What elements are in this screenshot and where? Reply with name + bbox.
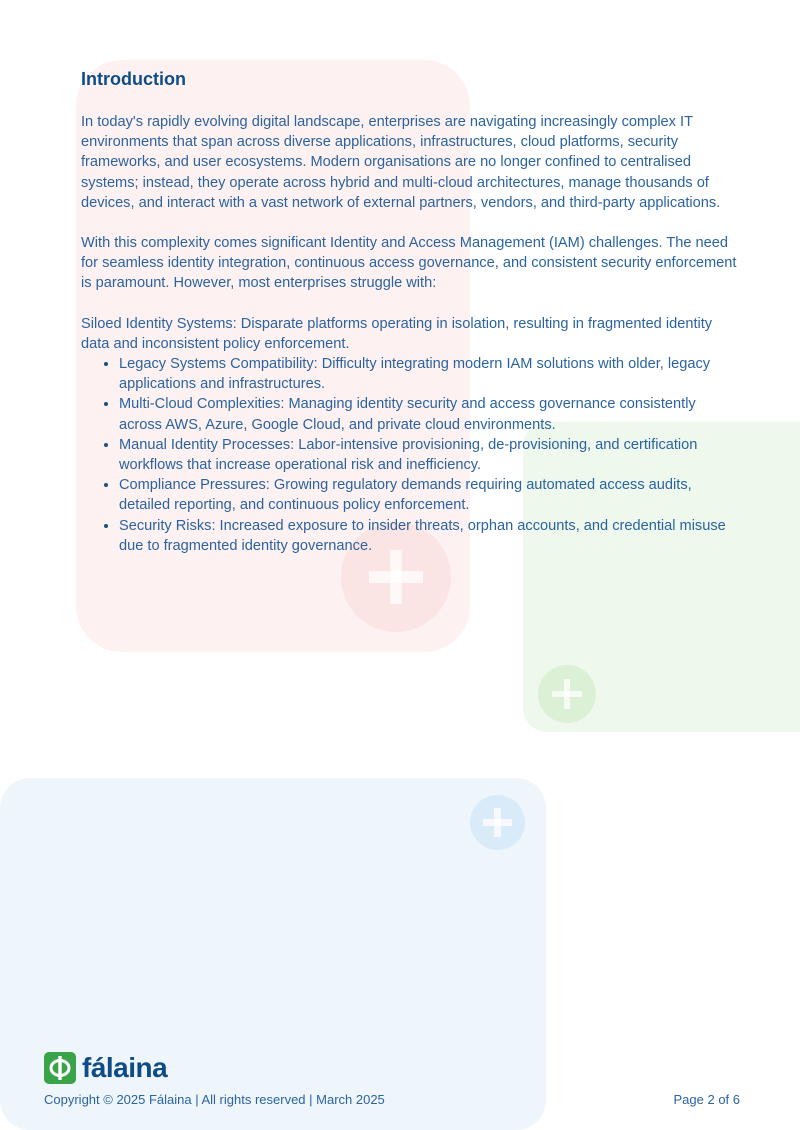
challenges-list <box>81 354 741 556</box>
page-number: Page 2 of 6 <box>673 1092 740 1107</box>
section-heading: Introduction <box>81 69 186 89</box>
falaina-logo <box>44 1052 167 1084</box>
challenges-paragraph: With this complexity comes significant Identity and Access Management (IAM) challenges. The need for seamless identity integration, continuous access governance, and consistent security enforcement is paramount. However, most enterprises struggle with: <box>81 235 737 292</box>
list-item: • Compliance Pressures: Growing regulatory demands requiring automated access audits, detailed reporting, and continuous policy enforcement. <box>119 475 741 515</box>
list-item: • Legacy Systems Compatibility: Difficulty integrating modern IAM solutions with older, legacy applications and infrastructures. <box>119 354 741 394</box>
phi-logo-icon <box>44 1052 76 1084</box>
intro-paragraph: In today's rapidly evolving digital landscape, enterprises are navigating increasingly complex IT environments that span across diverse applications, infrastructures, cloud platforms, security frameworks, and user ecosystems. Modern organisations are no longer confined to centralised systems; instead, they operate across hybrid and multi-cloud architectures, manage thousands of devices, and interact with a vast network of external partners, vendors, and third-party applications. <box>81 114 721 211</box>
logo-text: fálaina <box>82 1052 168 1083</box>
list-item: • Security Risks: Increased exposure to insider threats, orphan accounts, and credential misuse due to fragmented identity governance. <box>119 516 741 556</box>
plus-icon <box>470 795 525 850</box>
plus-icon <box>538 665 596 723</box>
copyright-text: Copyright © 2025 Fálaina | All rights reserved | March 2025 <box>44 1092 385 1107</box>
list-item: • Multi-Cloud Complexities: Managing identity security and access governance consistently across AWS, Azure, Google Cloud, and private cloud environments. <box>119 394 741 434</box>
list-item: • Manual Identity Processes: Labor-intensive provisioning, de-provisioning, and certification workflows that increase operational risk and inefficiency. <box>119 435 741 475</box>
document-body <box>81 66 741 556</box>
siloed-systems-paragraph: Siloed Identity Systems: Disparate platforms operating in isolation, resulting in fragmented identity data and inconsistent policy enforcement. <box>81 315 713 352</box>
